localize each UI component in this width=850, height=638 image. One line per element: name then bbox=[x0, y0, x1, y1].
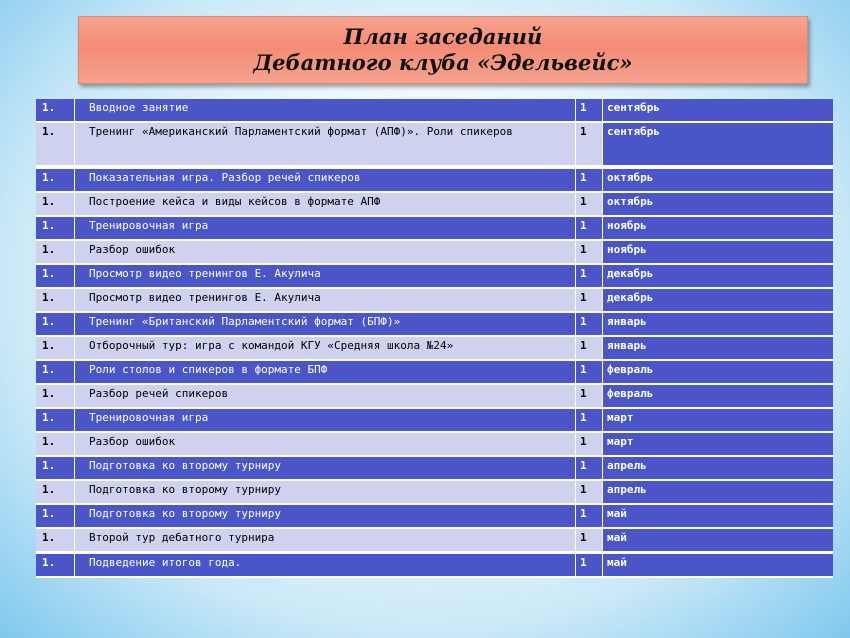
row-topic: Подведение итогов года. bbox=[75, 553, 576, 578]
row-topic: Тренинг «Британский Парламентский формат (БПФ)» bbox=[75, 312, 576, 336]
row-count: 1 bbox=[576, 504, 603, 528]
row-number: 1. bbox=[36, 312, 75, 336]
row-topic: Разбор ошибок bbox=[75, 240, 576, 264]
row-count: 1 bbox=[576, 312, 603, 336]
row-topic: Просмотр видео тренингов Е. Акулича bbox=[75, 288, 576, 312]
row-number: 1. bbox=[36, 360, 75, 384]
row-count: 1 bbox=[576, 456, 603, 480]
row-topic: Просмотр видео тренингов Е. Акулича bbox=[75, 264, 576, 288]
row-count: 1 bbox=[576, 528, 603, 553]
row-count: 1 bbox=[576, 99, 603, 122]
row-count: 1 bbox=[576, 167, 603, 192]
row-number: 1. bbox=[36, 99, 75, 122]
row-month: март bbox=[603, 408, 834, 432]
row-topic: Тренировочная игра bbox=[75, 408, 576, 432]
row-month: май bbox=[603, 528, 834, 553]
row-month: ноябрь bbox=[603, 216, 834, 240]
row-month: ноябрь bbox=[603, 240, 834, 264]
row-number: 1. bbox=[36, 480, 75, 504]
row-count: 1 bbox=[576, 408, 603, 432]
table-row bbox=[36, 528, 833, 553]
table-row bbox=[36, 408, 833, 432]
row-topic: Отборочный тур: игра с командой КГУ «Средняя школа №24» bbox=[75, 336, 576, 360]
table-row bbox=[36, 384, 833, 408]
row-month: декабрь bbox=[603, 288, 834, 312]
row-number: 1. bbox=[36, 456, 75, 480]
title-line-1: План заседаний bbox=[343, 24, 543, 49]
table-row bbox=[36, 192, 833, 216]
table-row bbox=[36, 99, 833, 122]
row-month: апрель bbox=[603, 456, 834, 480]
table-row bbox=[36, 504, 833, 528]
row-topic: Тренинг «Американский Парламентский формат (АПФ)». Роли спикеров bbox=[75, 122, 576, 167]
row-count: 1 bbox=[576, 122, 603, 167]
row-count: 1 bbox=[576, 384, 603, 408]
row-number: 1. bbox=[36, 408, 75, 432]
row-number: 1. bbox=[36, 240, 75, 264]
row-number: 1. bbox=[36, 384, 75, 408]
row-month: сентябрь bbox=[603, 99, 834, 122]
row-count: 1 bbox=[576, 432, 603, 456]
table-row bbox=[36, 336, 833, 360]
row-number: 1. bbox=[36, 432, 75, 456]
row-number: 1. bbox=[36, 122, 75, 167]
row-count: 1 bbox=[576, 480, 603, 504]
table-row bbox=[36, 167, 833, 192]
row-number: 1. bbox=[36, 528, 75, 553]
row-count: 1 bbox=[576, 240, 603, 264]
row-number: 1. bbox=[36, 504, 75, 528]
row-number: 1. bbox=[36, 553, 75, 578]
row-number: 1. bbox=[36, 288, 75, 312]
row-count: 1 bbox=[576, 288, 603, 312]
row-topic: Подготовка ко второму турниру bbox=[75, 504, 576, 528]
table-row bbox=[36, 456, 833, 480]
row-number: 1. bbox=[36, 336, 75, 360]
row-month: декабрь bbox=[603, 264, 834, 288]
row-count: 1 bbox=[576, 360, 603, 384]
row-month: октябрь bbox=[603, 167, 834, 192]
schedule-table bbox=[36, 99, 833, 578]
table-row bbox=[36, 288, 833, 312]
row-number: 1. bbox=[36, 192, 75, 216]
table-row bbox=[36, 264, 833, 288]
table-row bbox=[36, 553, 833, 578]
title-banner bbox=[78, 16, 808, 84]
row-month: апрель bbox=[603, 480, 834, 504]
row-month: февраль bbox=[603, 384, 834, 408]
row-count: 1 bbox=[576, 216, 603, 240]
row-count: 1 bbox=[576, 553, 603, 578]
row-topic: Показательная игра. Разбор речей спикеров bbox=[75, 167, 576, 192]
table-row bbox=[36, 480, 833, 504]
row-month: май bbox=[603, 504, 834, 528]
row-topic: Второй тур дебатного турнира bbox=[75, 528, 576, 553]
row-count: 1 bbox=[576, 264, 603, 288]
table-row bbox=[36, 122, 833, 167]
table-row bbox=[36, 312, 833, 336]
row-topic: Построение кейса и виды кейсов в формате АПФ bbox=[75, 192, 576, 216]
row-count: 1 bbox=[576, 192, 603, 216]
row-month: март bbox=[603, 432, 834, 456]
row-number: 1. bbox=[36, 264, 75, 288]
row-topic: Вводное занятие bbox=[75, 99, 576, 122]
row-month: май bbox=[603, 553, 834, 578]
table-row bbox=[36, 216, 833, 240]
row-month: январь bbox=[603, 336, 834, 360]
table-row bbox=[36, 360, 833, 384]
row-month: сентябрь bbox=[603, 122, 834, 167]
row-topic: Тренировочная игра bbox=[75, 216, 576, 240]
row-month: февраль bbox=[603, 360, 834, 384]
table-row bbox=[36, 432, 833, 456]
title-line-2: Дебатного клуба «Эдельвейс» bbox=[253, 50, 633, 75]
row-topic: Разбор речей спикеров bbox=[75, 384, 576, 408]
row-topic: Подготовка ко второму турниру bbox=[75, 480, 576, 504]
row-number: 1. bbox=[36, 216, 75, 240]
row-month: октябрь bbox=[603, 192, 834, 216]
row-topic: Разбор ошибок bbox=[75, 432, 576, 456]
table-row bbox=[36, 240, 833, 264]
row-month: январь bbox=[603, 312, 834, 336]
row-topic: Подготовка ко второму турниру bbox=[75, 456, 576, 480]
row-count: 1 bbox=[576, 336, 603, 360]
row-topic: Роли столов и спикеров в формате БПФ bbox=[75, 360, 576, 384]
row-number: 1. bbox=[36, 167, 75, 192]
